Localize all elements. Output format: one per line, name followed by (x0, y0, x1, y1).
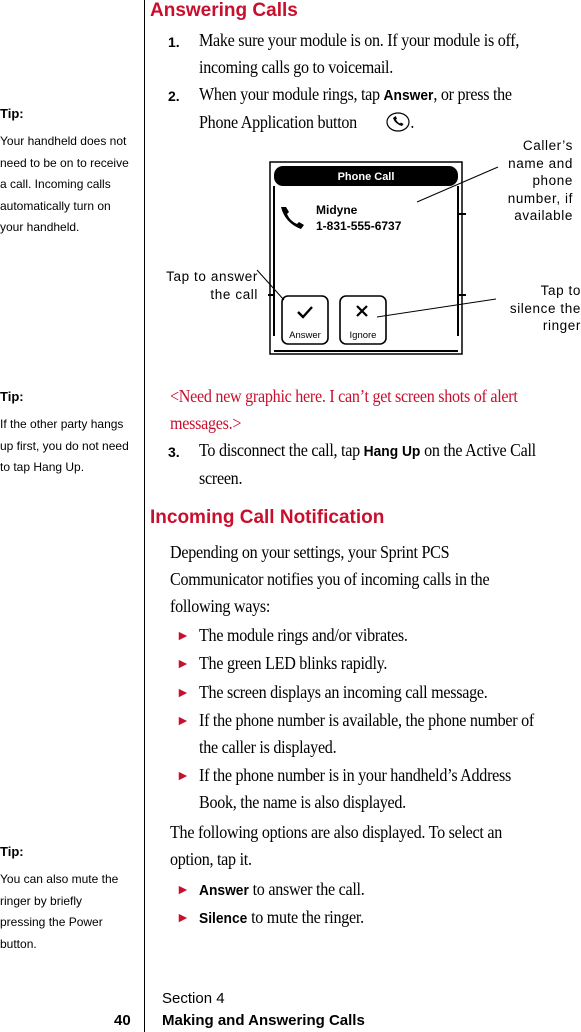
bullet-arrow-icon: ► (176, 769, 190, 784)
page-number: 40 (114, 1012, 131, 1029)
caller-number: 1-831-555-6737 (316, 219, 402, 233)
checkmark-icon (298, 307, 312, 317)
tip-title: Tip: (0, 106, 24, 121)
section-heading-answering-calls: Answering Calls (150, 0, 298, 21)
answer-button (282, 296, 328, 344)
tip-body: You can also mute the ringer by briefly pressing the Power button. (0, 872, 119, 951)
callout-tap-to-answer: Tap to answer the call (166, 269, 258, 302)
ignore-button-label: Ignore (349, 330, 377, 341)
footer-chapter-title: Making and Answering Calls (162, 1012, 365, 1029)
callout-tap-to-silence: Tap to silence the ringer (509, 283, 581, 333)
bullet-item: If the phone number is in your handheld’s Address Book, the name is also displayed. (199, 765, 512, 812)
bullet-item: The screen displays an incoming call message. (199, 682, 488, 702)
bullet-item: The module rings and/or vibrates. (199, 625, 408, 645)
bullet-arrow-icon: ► (176, 714, 190, 729)
bullet-arrow-icon: ► (176, 911, 190, 926)
dialog-title: Phone Call (337, 171, 395, 183)
tip-body: If the other party hangs up first, you do not need to tap Hang Up. (0, 417, 129, 474)
caller-name: Midyne (316, 203, 358, 217)
tip-title: Tip: (0, 389, 24, 404)
option-silence: Silence to mute the ringer. (199, 907, 364, 927)
ignore-button (340, 296, 386, 344)
answer-button-label: Answer (289, 330, 321, 341)
callout-caller-info: Caller’s name and phone number, if available (507, 138, 573, 223)
step-number: 2. (168, 88, 180, 104)
step-number: 1. (168, 34, 180, 50)
bullet-item: If the phone number is available, the phone number of the caller is displayed. (199, 710, 534, 757)
placeholder-note: <Need new graphic here. I can’t get screen shots of alert messages.> (170, 386, 518, 433)
phone-application-button-icon (385, 111, 411, 133)
bullet-arrow-icon: ► (176, 657, 190, 672)
step1-text: Make sure your module is on. If your module is off, incoming calls go to voicemail. (199, 30, 520, 77)
bullet-arrow-icon: ► (176, 883, 190, 898)
bullet-arrow-icon: ► (176, 629, 190, 644)
footer-section-label: Section 4 (162, 990, 225, 1007)
bullet-arrow-icon: ► (176, 686, 190, 701)
step-number: 3. (168, 444, 180, 460)
section-heading-incoming-call-notification: Incoming Call Notification (150, 507, 385, 528)
callout-line-silence (377, 299, 496, 317)
option-answer: Answer to answer the call. (199, 879, 365, 899)
handset-icon (281, 207, 304, 229)
intro-paragraph: Depending on your settings, your Sprint PCS Communicator notifies you of incoming calls in the following ways: (170, 542, 490, 616)
step2-text: When your module rings, tap Answer, or press the Phone Application button . (199, 84, 512, 132)
close-icon (357, 306, 367, 316)
tip-title: Tip: (0, 844, 24, 859)
bullet-item: The green LED blinks rapidly. (199, 653, 388, 673)
options-intro: The following options are also displayed. To select an option, tap it. (170, 822, 502, 869)
tip-body: Your handheld does not need to be on to receive a call. Incoming calls automatically turn on your handheld. (0, 134, 129, 234)
column-divider (144, 0, 145, 1032)
step3-text: To disconnect the call, tap Hang Up on the Active Call screen. (199, 440, 536, 488)
